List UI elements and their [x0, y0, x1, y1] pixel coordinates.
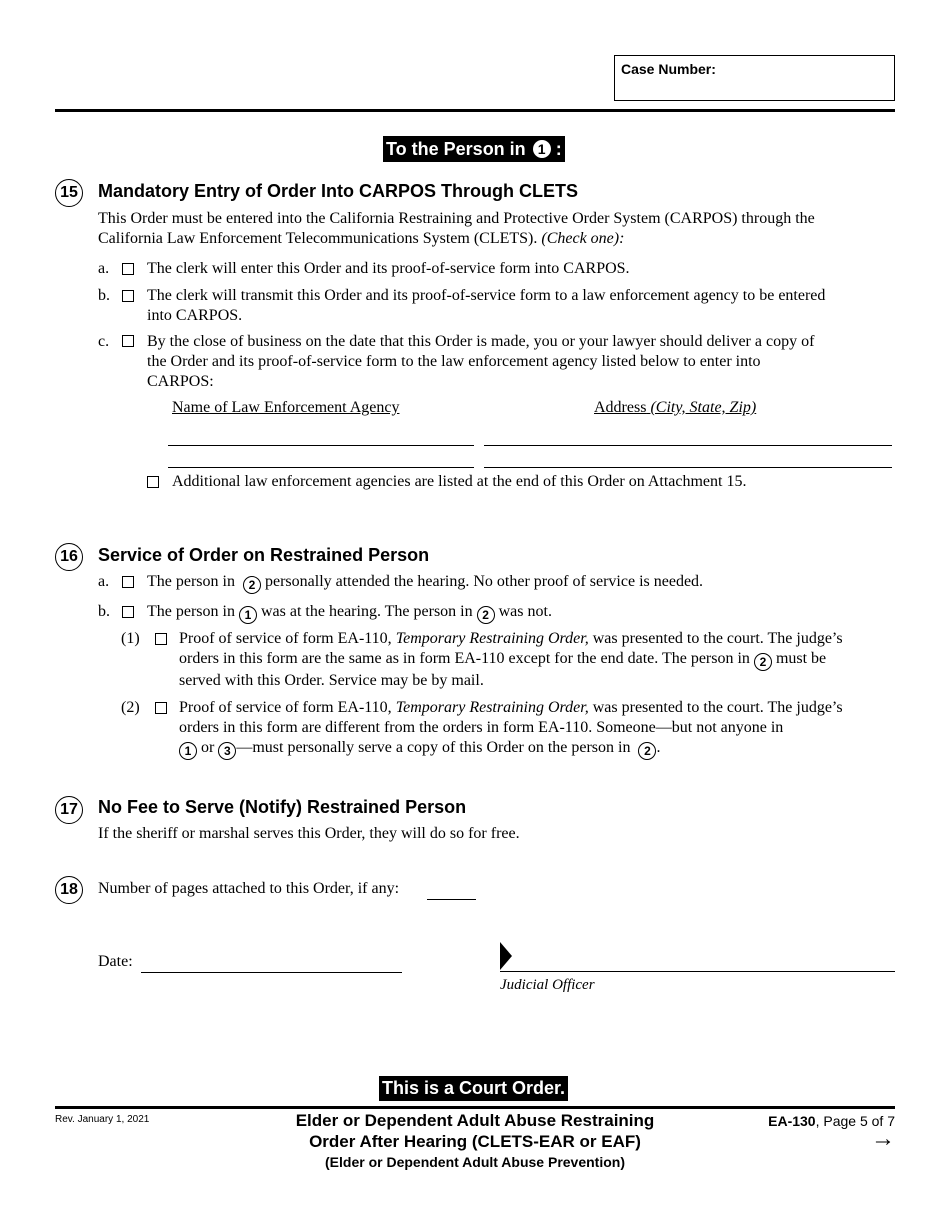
section-15b-line-2: into CARPOS. [147, 307, 243, 324]
agency-name-line-2[interactable] [168, 467, 474, 468]
person-ref-icon: 3 [218, 742, 236, 760]
court-order-banner: This is a Court Order. [379, 1076, 568, 1101]
judicial-officer-label: Judicial Officer [500, 977, 595, 993]
additional-agencies-text: Additional law enforcement agencies are listed at the end of this Order on Attachment 15. [172, 473, 747, 490]
section-15c-line-1: By the close of business on the date that this Order is made, you or your lawyer should deliver a copy of [147, 333, 815, 350]
banner-ref: 1 [533, 140, 551, 158]
intro-line-1: This Order must be entered into the California Restraining and Protective Order System (CARPOS) through the [98, 210, 815, 227]
section-15c-line-3: CARPOS: [147, 373, 214, 390]
case-number-box[interactable] [614, 55, 895, 101]
check-one: (Check one): [541, 230, 625, 247]
page-number: , Page 5 of 7 [815, 1113, 895, 1129]
section-15-number: 15 [55, 179, 83, 207]
section-15-title: Mandatory Entry of Order Into CARPOS Through CLETS [98, 181, 579, 201]
section-16b1-text: Proof of service of form EA-110, Temporary Restraining Order, was presented to the court. The judge’s orders in this form are the same as in form EA-110 except for the end date. The person in 2 must be served with this Order. Service may be by mail. [179, 630, 843, 689]
section-17-text: If the sheriff or marshal serves this Order, they will do so for free. [98, 825, 520, 842]
form-id: EA-130 [768, 1113, 816, 1129]
to-person-banner [383, 136, 565, 162]
form-title-line-2: Order After Hearing (CLETS-EAR or EAF) [309, 1132, 641, 1151]
section-16a-label: a. [98, 573, 110, 590]
address-label: Address [594, 399, 647, 416]
agency-column-header: Name of Law Enforcement Agency [172, 399, 400, 416]
section-16-title: Service of Order on Restrained Person [98, 545, 430, 565]
section-15b-text [147, 286, 907, 326]
section-16b2-text: Proof of service of form EA-110, Temporary Restraining Order, was presented to the court. The judge’s orders in this form are different from the orders in form EA-110. Someone—but not anyone in 1 or 3 —must personally serve a copy of this Order on the person in 2 . [179, 699, 843, 758]
next-page-arrow-icon: → [871, 1125, 895, 1152]
person-ref-icon: 1 [239, 606, 257, 624]
section-16a-text: The person in 2 personally attended the hearing. No other proof of service is needed. [147, 573, 704, 592]
person-ref-icon: 2 [754, 653, 772, 671]
section-15b-checkbox[interactable] [122, 290, 134, 302]
address-column-header [594, 398, 756, 418]
date-field[interactable] [141, 972, 402, 973]
section-16b2-checkbox[interactable] [155, 702, 167, 714]
person-ref-icon: 2 [243, 576, 261, 594]
top-rule [55, 109, 895, 112]
section-16-number: 16 [55, 543, 83, 571]
date-label: Date: [98, 953, 133, 970]
agency-address-line-2[interactable] [484, 467, 892, 468]
case-number-label: Case Number: [621, 61, 716, 77]
person-ref-icon: 2 [638, 742, 656, 760]
section-16b2-label: (2) [121, 699, 140, 716]
section-16b-text: The person in 1 was at the hearing. The person in 2 was not. [147, 603, 552, 622]
person-ref-icon: 1 [179, 742, 197, 760]
form-title-line-3: (Elder or Dependent Adult Abuse Prevention) [325, 1154, 625, 1170]
form-title-line-1: Elder or Dependent Adult Abuse Restraining [295, 1111, 655, 1130]
pages-attached-field[interactable] [427, 899, 476, 900]
section-15c-line-2: the Order and its proof-of-service form to the law enforcement agency listed below to enter into [147, 353, 761, 370]
section-16b-checkbox[interactable] [122, 606, 134, 618]
footer-rule [55, 1106, 895, 1109]
section-15b-label: b. [98, 287, 110, 304]
section-16b1-checkbox[interactable] [155, 633, 167, 645]
section-17-number: 17 [55, 796, 83, 824]
agency-name-line-1[interactable] [168, 445, 474, 446]
section-18-number: 18 [55, 876, 83, 904]
section-16b-label: b. [98, 603, 110, 620]
section-15c-checkbox[interactable] [122, 335, 134, 347]
section-15b-line-1: The clerk will transmit this Order and its proof-of-service form to a law enforcement agency to be entered [147, 287, 826, 304]
section-15a-text: The clerk will enter this Order and its proof-of-service form into CARPOS. [147, 260, 630, 277]
judicial-signature-line[interactable] [500, 971, 895, 972]
revision-date: Rev. January 1, 2021 [55, 1114, 150, 1125]
section-16b1-label: (1) [121, 630, 140, 647]
section-17-title: No Fee to Serve (Notify) Restrained Person [98, 797, 467, 817]
section-15a-checkbox[interactable] [122, 263, 134, 275]
section-15-intro [98, 209, 898, 249]
intro-line-2: California Law Enforcement Telecommunications System (CLETS). (Check one): [98, 230, 625, 247]
section-15c-text [147, 332, 907, 392]
banner-prefix: To the Person in [386, 139, 526, 159]
signature-arrow-icon [500, 942, 514, 972]
section-16a-checkbox[interactable] [122, 576, 134, 588]
person-ref-icon: 2 [477, 606, 495, 624]
section-15c-label: c. [98, 333, 110, 350]
section-15a-label: a. [98, 260, 110, 277]
banner-suffix: : [555, 139, 562, 159]
address-hint: (City, State, Zip) [650, 399, 757, 416]
additional-agencies-checkbox[interactable] [147, 476, 159, 488]
form-title [250, 1110, 700, 1172]
agency-address-line-1[interactable] [484, 445, 892, 446]
section-18-text: Number of pages attached to this Order, if any: [98, 880, 400, 897]
